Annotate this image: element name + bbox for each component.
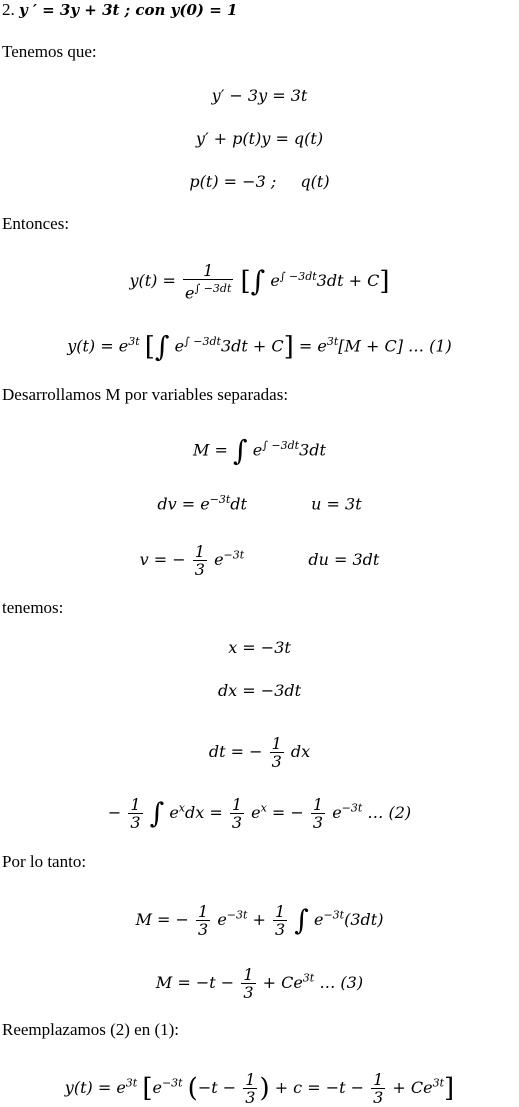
frac-den: 3 (373, 1088, 384, 1107)
label-reemplazamos: Reemplazamos (2) en (1): (2, 1020, 180, 1039)
integral-sign: ∫ (149, 796, 165, 830)
equation-12-e: = − (271, 803, 304, 822)
frac-num: 1 (130, 795, 141, 814)
equation-6: M = ∫ $e^{\int -3dt}3dt$ (193, 433, 326, 467)
open-paren: ( (187, 1073, 198, 1104)
equation-14 (0, 966, 519, 1001)
integral-sign: ∫ (154, 329, 170, 363)
equation-4-den-sup: ∫ −3dt (194, 282, 232, 295)
label-por-lo-tanto: Por lo tanto: (2, 852, 87, 871)
equation-11-lhs: dt = − (208, 742, 263, 761)
equation-11-num: 1 (271, 734, 282, 753)
equation-12-f-sup: −3t (341, 801, 363, 815)
equation-15 (0, 1071, 519, 1106)
equation-8-right: du = 3dt (308, 550, 380, 569)
equation-5-sup1: 3t (128, 335, 140, 348)
equation-11-end: dx (290, 742, 311, 761)
equation-15-sup1: 3t (125, 1076, 138, 1090)
frac-den: 3 (275, 920, 286, 939)
equation-11-den: 3 (271, 752, 282, 771)
equation-15-e: e (152, 1078, 162, 1097)
frac-num: 1 (245, 1070, 256, 1089)
equation-7 (0, 490, 519, 514)
close-bracket: ] (444, 1073, 455, 1104)
equation-13-sup2: −3t (323, 908, 345, 922)
frac-num: 1 (275, 902, 286, 921)
problem-heading (2, 0, 237, 20)
equation-14-plus: + Ce (262, 973, 303, 992)
equation-4-lhs: y(t) = (129, 271, 176, 291)
equation-5-body: 3dt + C (220, 336, 284, 356)
equation-15-rest: + c = −t − (274, 1078, 365, 1097)
frac-den: 3 (312, 813, 324, 832)
equation-4-numerator: 1 (183, 262, 233, 280)
equation-4-fraction (183, 262, 233, 301)
equation-8: v = − $\frac{1}{3}$ $e^{-3t}$ du = 3dt (139, 542, 380, 579)
equation-4-body: 3dt + C (316, 271, 380, 291)
frac-num: 1 (198, 902, 209, 921)
close-bracket: ] (379, 266, 390, 297)
equation-15-lhs: y(t) = e (64, 1078, 126, 1097)
equation-11 (0, 735, 519, 770)
close-bracket: ] (283, 331, 294, 362)
frac-den: 3 (243, 983, 254, 1002)
equation-14-end: … (3) (319, 973, 364, 992)
label-entonces: Entonces: (2, 214, 70, 233)
equation-12-d-sup: x (260, 801, 267, 815)
frac-num: 1 (373, 1070, 384, 1089)
problem-equation: y ′ = 3y + 3t ; con y(0) = 1 (19, 1, 238, 19)
frac-den: 3 (245, 1088, 256, 1107)
equation-12-a: − (107, 803, 122, 822)
equation-3 (0, 172, 519, 192)
equation-5-mid: = e (298, 336, 327, 356)
equation-12-b: e (169, 803, 179, 822)
equation-14-sup: 3t (302, 971, 315, 985)
integral-sign: ∫ (294, 903, 309, 937)
equation-10: dx = −3dt (217, 681, 302, 700)
equation-3-right: q(t) (300, 172, 330, 191)
integral-sign: ∫ (250, 264, 266, 298)
equation-8-den: 3 (194, 560, 205, 579)
equation-15-ce: + Ce (392, 1078, 433, 1097)
equation-13: M = − $\frac{1}{3}$ $e^{-3t}$ + $\frac{1}{3}$ ∫ $e^{-3t}(3dt)$ (135, 902, 384, 939)
frac-den: 3 (198, 920, 209, 939)
frac-den: 3 (231, 813, 243, 832)
equation-14-lhs: M = −t − (155, 973, 235, 992)
equation-6-lhs: M = (193, 440, 228, 460)
equation-15-sup3: 3t (432, 1076, 445, 1090)
equation-12-c: dx = (185, 803, 223, 822)
open-bracket: [ (142, 1073, 153, 1104)
frac-num: 1 (312, 795, 324, 814)
equation-5-rest: [M + C] … (1) (338, 336, 452, 356)
equation-4-body-sup: ∫ −3dt (279, 269, 317, 283)
equation-1: y′ − 3y = 3t (211, 86, 308, 105)
equation-4-den-base: e (185, 283, 195, 303)
label-desarrollamos: Desarrollamos M por variables separadas: (2, 385, 289, 404)
equation-4: y(t) = $\frac{1}{e^{\int -3dt}}$ [∫ $e^{\int -3dt}3dt + C$] (129, 261, 390, 303)
frac-num: 1 (231, 795, 243, 814)
equation-7-right: u = 3t (311, 494, 362, 514)
equation-3-left: p(t) = −3 ; (189, 172, 277, 191)
equation-9: x = −3t (228, 638, 291, 657)
equation-6-body: 3dt (299, 440, 326, 460)
equation-13-sup1: −3t (226, 908, 248, 922)
equation-12-b-sup: x (178, 801, 185, 815)
integral-sign: ∫ (233, 433, 248, 467)
equation-6-sup: ∫ −3dt (262, 439, 300, 452)
equation-7-left-end: dt (230, 494, 247, 514)
equation-5-body-sup: ∫ −3dt (184, 335, 221, 348)
equation-15-sup2: −3t (161, 1076, 183, 1090)
equation-8-left-sup: −3t (223, 548, 245, 562)
equation-8-num: 1 (194, 542, 205, 561)
equation-12 (0, 796, 519, 831)
frac-den: 3 (130, 813, 141, 832)
equation-7-left-sup: −3t (209, 493, 231, 506)
label-tenemos-que: Tenemos que: (2, 42, 97, 61)
problem-number: 2. (2, 0, 15, 19)
equation-5-sup2: 3t (326, 335, 339, 348)
equation-15-paren: −t − (197, 1078, 237, 1097)
equation-13-end: (3dt) (344, 910, 384, 929)
open-bracket: [ (144, 331, 155, 362)
equation-5-lhs: y(t) = e (67, 336, 129, 356)
frac-num: 1 (243, 965, 254, 984)
equation-8-left: v = − (139, 550, 186, 569)
equation-12-g: … (2) (367, 803, 412, 822)
equation-5: $y(t) = e^{3t}$ [∫ $e^{\int -3dt}3dt + C] = e^{3t}[M + C]$ … (1) (67, 329, 452, 363)
close-paren: ) (259, 1073, 270, 1104)
equation-12-d: e (251, 803, 261, 822)
equation-7-left: dv = e (157, 494, 210, 514)
equation-13-plus: + (252, 910, 266, 929)
equation-2: y′ + p(t)y = q(t) (195, 129, 324, 148)
open-bracket: [ (240, 266, 251, 297)
equation-13-lhs: M = − (135, 910, 189, 929)
equation-12-f: e (332, 803, 342, 822)
label-tenemos: tenemos: (2, 598, 64, 617)
